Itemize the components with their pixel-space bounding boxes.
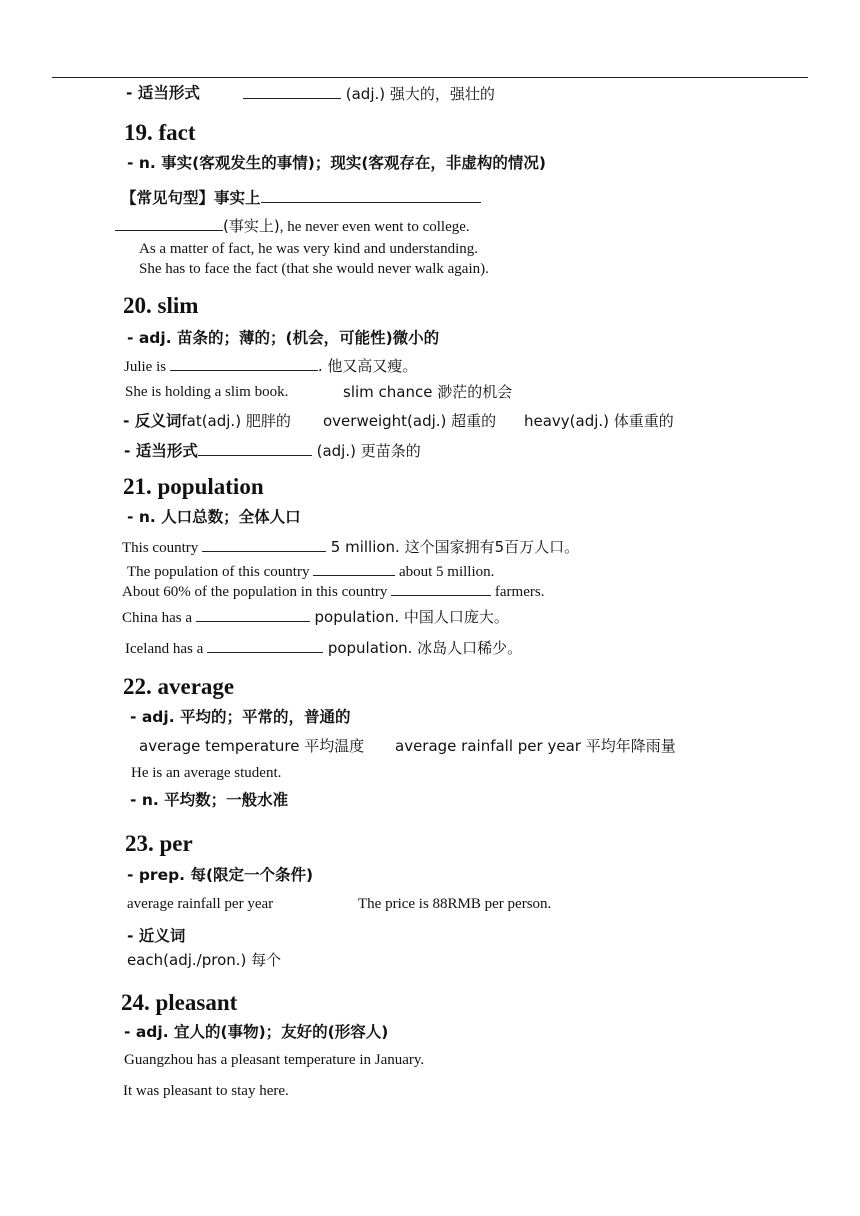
example-fact-3: She has to face the fact (that she would never walk again). xyxy=(139,261,489,277)
form-text: (adj.) 强大的，强壮的 xyxy=(341,85,495,103)
answer-blank[interactable] xyxy=(196,609,310,622)
answer-blank[interactable] xyxy=(198,443,312,456)
example-text: This country xyxy=(122,540,202,556)
example-slim-2b: slim chance 渺茫的机会 xyxy=(343,383,513,401)
answer-blank[interactable] xyxy=(313,563,395,576)
pattern-fact xyxy=(121,190,481,207)
antonym-1: fat(adj.) 肥胖的 xyxy=(181,412,291,430)
form-label-18: - 适当形式 xyxy=(126,84,200,102)
synonym-label-per: - 近义词 xyxy=(127,927,186,945)
example-population-5 xyxy=(125,640,522,657)
example-population-4 xyxy=(122,609,509,626)
example-slim-2a: She is holding a slim book. xyxy=(125,384,289,400)
example-text: Iceland has a xyxy=(125,641,208,657)
answer-blank[interactable] xyxy=(115,218,223,231)
example-text: about 5 million. xyxy=(395,564,495,580)
example-per-1b: The price is 88RMB per person. xyxy=(358,896,552,912)
example-average-1a: average temperature 平均温度 xyxy=(139,737,365,755)
example-cn: (事实上) xyxy=(223,217,280,235)
example-population-3 xyxy=(122,583,544,600)
form-label: - 适当形式 xyxy=(124,442,198,460)
example-fact-1 xyxy=(115,218,470,235)
antonym-2: overweight(adj.) 超重的 xyxy=(323,412,497,430)
example-text: , he never even went to college. xyxy=(279,219,470,235)
definition-average-noun: - n. 平均数；一般水准 xyxy=(130,791,289,809)
answer-blank[interactable] xyxy=(207,640,323,653)
heading-fact: 19. fact xyxy=(124,120,196,145)
example-pleasant-2: It was pleasant to stay here. xyxy=(123,1083,289,1099)
example-population-2 xyxy=(127,563,494,580)
example-text: farmers. xyxy=(491,584,545,600)
example-average-1b: average rainfall per year 平均年降雨量 xyxy=(395,737,676,755)
example-population-1 xyxy=(122,539,579,556)
answer-blank[interactable] xyxy=(243,86,341,99)
pattern-label: 【常见句型】事实上 xyxy=(121,189,261,207)
example-text: China has a xyxy=(122,610,196,626)
example-fact-2: As a matter of fact, he was very kind and understanding. xyxy=(139,241,479,257)
definition-fact: - n. 事实(客观发生的事情)；现实(客观存在，非虚构的情况) xyxy=(127,154,546,172)
answer-blank[interactable] xyxy=(170,358,318,371)
heading-average: 22. average xyxy=(123,674,235,699)
example-text: The population of this country xyxy=(127,564,314,580)
form-slim xyxy=(124,443,421,460)
definition-population: - n. 人口总数；全体人口 xyxy=(127,508,301,526)
example-text: Julie is xyxy=(124,359,170,375)
example-text: population. 冰岛人口稀少。 xyxy=(323,639,523,657)
answer-blank[interactable] xyxy=(202,539,326,552)
antonyms-slim xyxy=(123,414,291,430)
definition-slim: - adj. 苗条的；薄的；(机会，可能性)微小的 xyxy=(127,329,440,347)
fill-line-18 xyxy=(243,86,495,103)
heading-slim: 20. slim xyxy=(123,293,199,318)
example-slim-1 xyxy=(124,358,417,375)
example-average-2: He is an average student. xyxy=(131,765,282,781)
answer-blank[interactable] xyxy=(391,583,491,596)
form-text: (adj.) 更苗条的 xyxy=(311,442,421,460)
example-text: . 他又高又瘦。 xyxy=(317,357,418,375)
definition-per: - prep. 每(限定一个条件) xyxy=(127,866,314,884)
heading-pleasant: 24. pleasant xyxy=(121,990,238,1015)
example-text: 5 million. 这个国家拥有5百万人口。 xyxy=(326,538,580,556)
example-text: About 60% of the population in this country xyxy=(122,584,392,600)
heading-per: 23. per xyxy=(125,831,193,856)
antonym-3: heavy(adj.) 体重重的 xyxy=(524,412,674,430)
example-pleasant-1: Guangzhou has a pleasant temperature in January. xyxy=(124,1052,425,1068)
example-text: population. 中国人口庞大。 xyxy=(309,608,509,626)
example-per-1a: average rainfall per year xyxy=(127,896,274,912)
answer-blank[interactable] xyxy=(261,190,481,203)
definition-average-adj: - adj. 平均的；平常的，普通的 xyxy=(130,708,351,726)
definition-pleasant: - adj. 宜人的(事物)；友好的(形容人) xyxy=(124,1023,389,1041)
heading-population: 21. population xyxy=(123,474,264,499)
synonym-per: each(adj./pron.) 每个 xyxy=(127,951,282,969)
header-rule xyxy=(52,77,808,78)
antonym-label: - 反义词 xyxy=(123,412,182,430)
